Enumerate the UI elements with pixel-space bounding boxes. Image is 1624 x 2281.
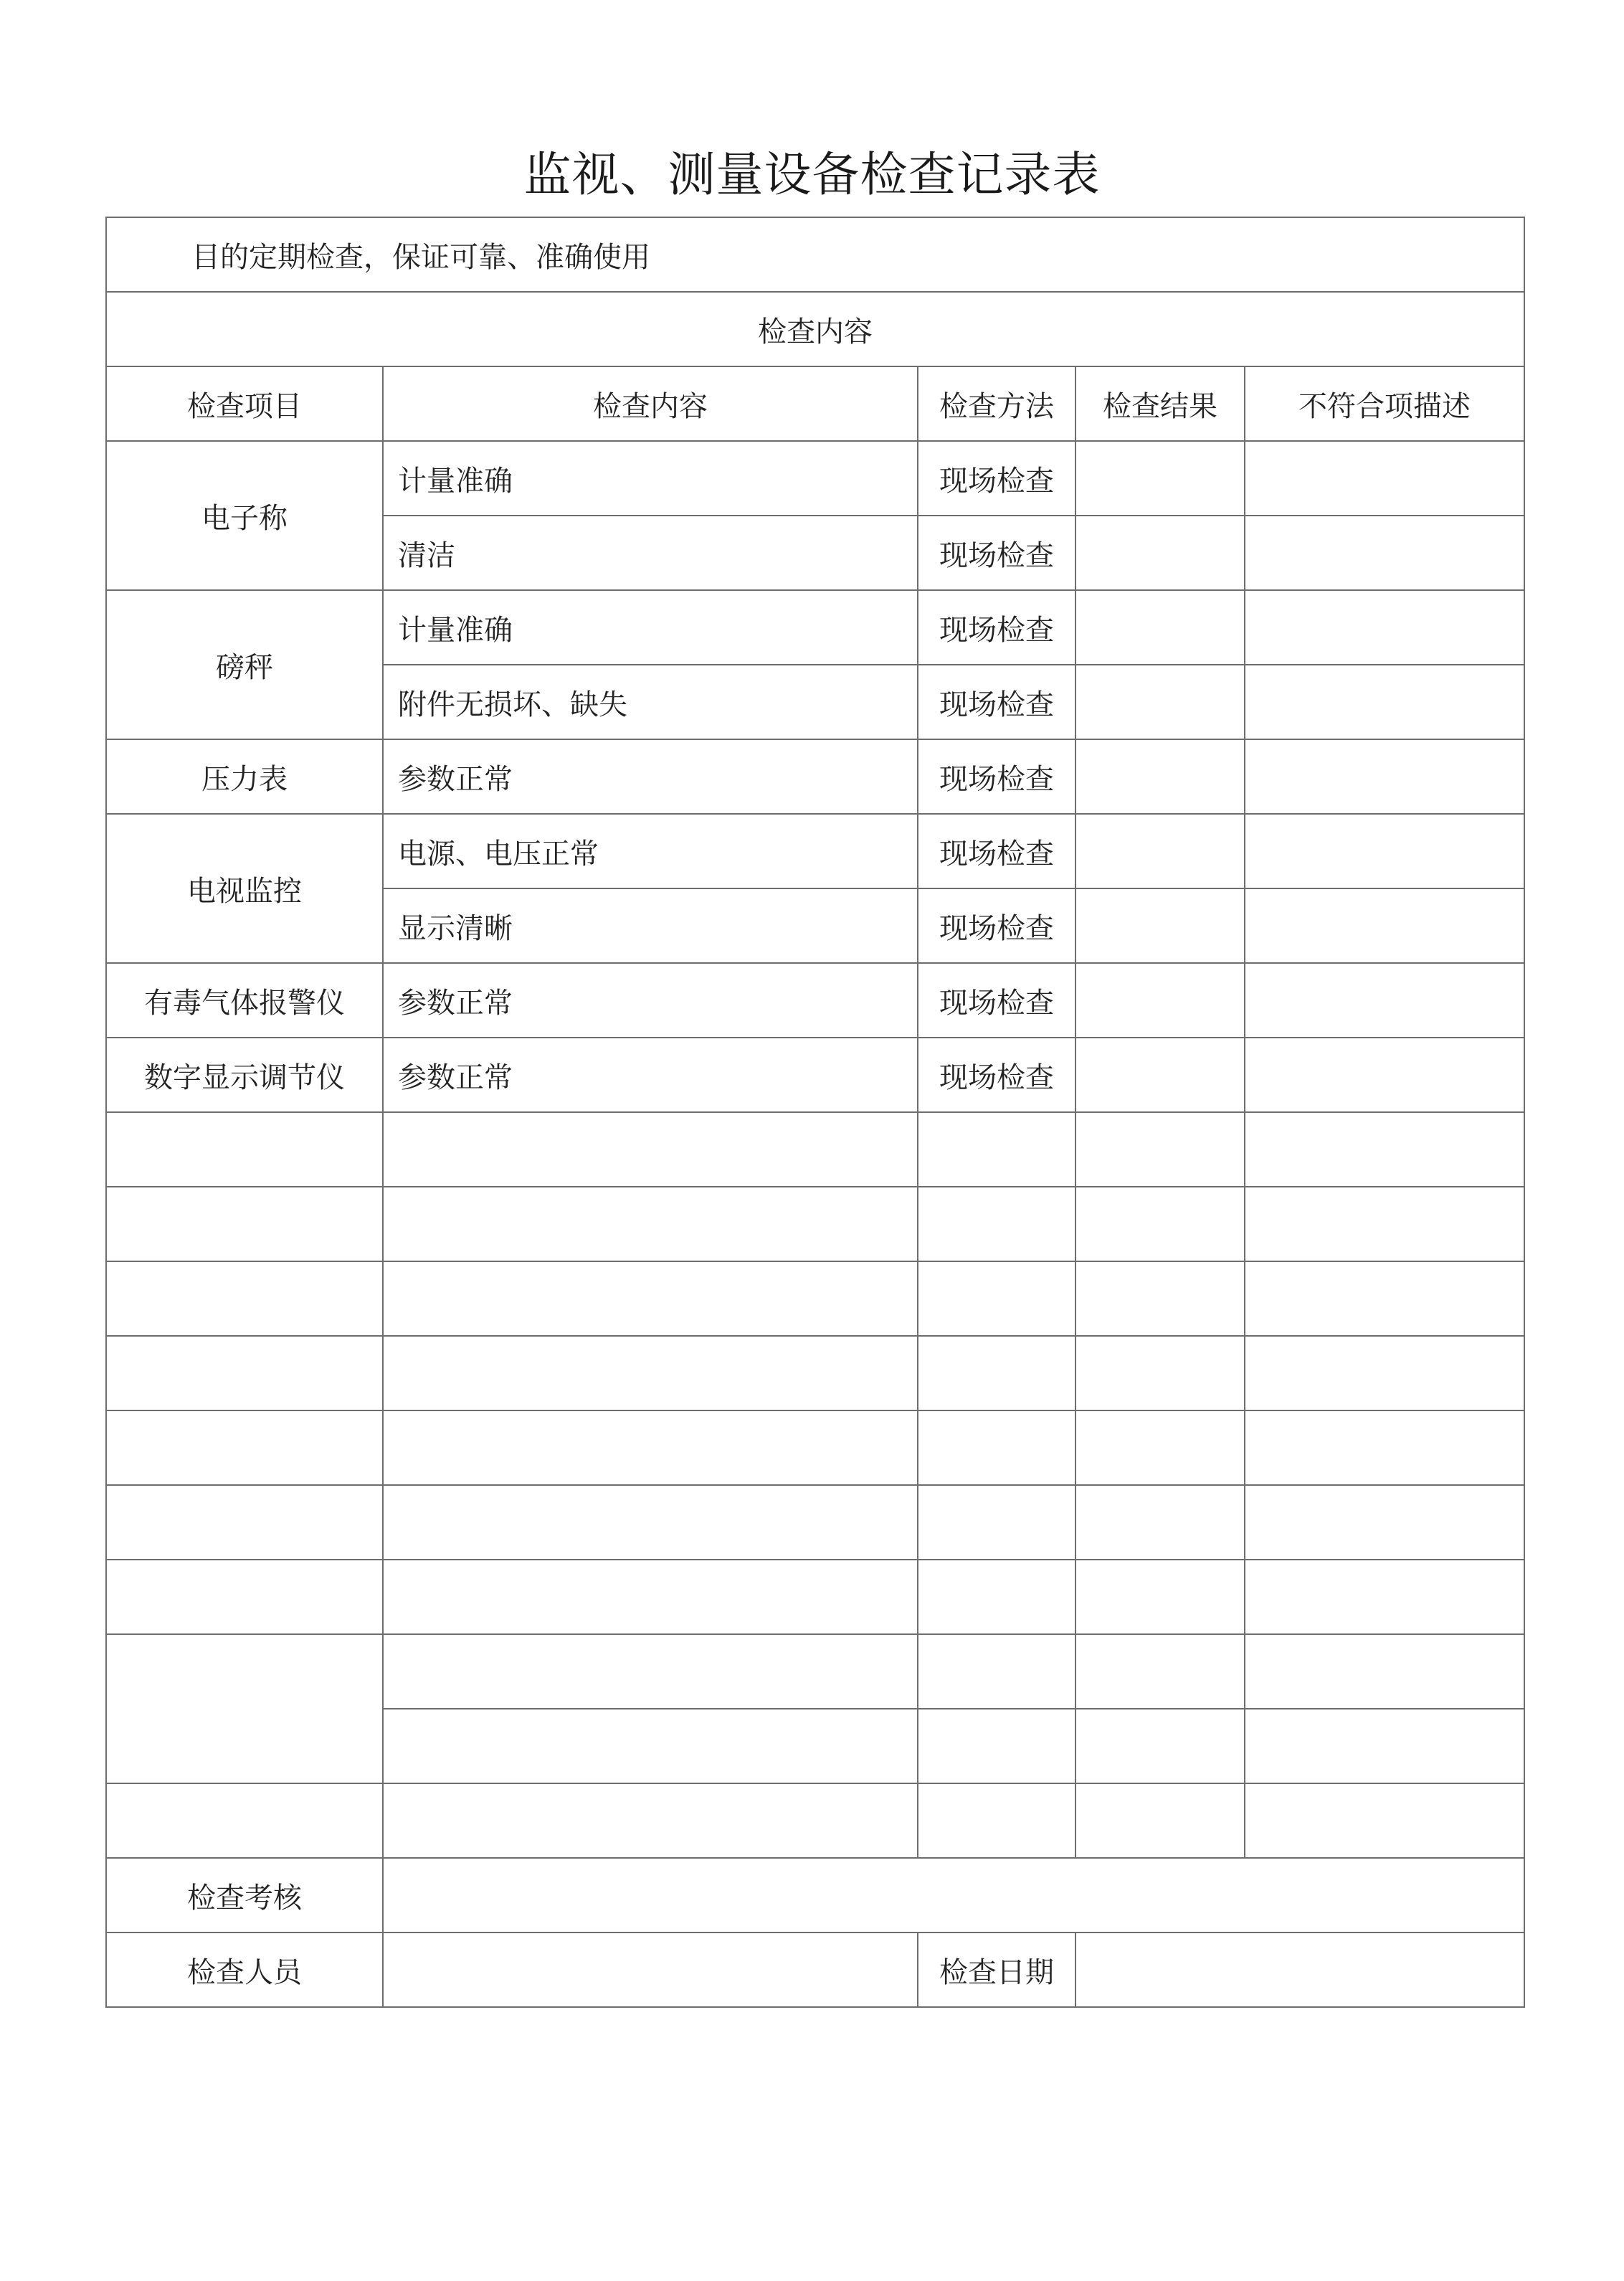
blank-nonconformity-cell[interactable] bbox=[1245, 1112, 1524, 1187]
check-result-cell[interactable] bbox=[1075, 963, 1245, 1038]
blank-content-cell[interactable] bbox=[383, 1187, 918, 1261]
blank-method-cell[interactable] bbox=[918, 1112, 1075, 1187]
blank-row bbox=[106, 1336, 1524, 1410]
blank-method-cell[interactable] bbox=[918, 1410, 1075, 1485]
blank-row bbox=[106, 1560, 1524, 1634]
purpose-text: 目的定期检查，保证可靠、准确使用 bbox=[106, 217, 1524, 292]
blank-content-cell[interactable] bbox=[383, 1634, 918, 1709]
table-row bbox=[106, 814, 1524, 888]
date-field[interactable] bbox=[1075, 1933, 1524, 2007]
header-method: 检查方法 bbox=[918, 366, 1075, 441]
blank-content-cell[interactable] bbox=[383, 1261, 918, 1336]
check-content: 计量准确 bbox=[383, 441, 918, 516]
blank-row bbox=[106, 1112, 1524, 1187]
blank-result-cell[interactable] bbox=[1075, 1634, 1245, 1709]
nonconformity-cell[interactable] bbox=[1245, 814, 1524, 888]
check-result-cell[interactable] bbox=[1075, 888, 1245, 963]
check-content: 参数正常 bbox=[383, 963, 918, 1038]
header-nonconformity: 不符合项描述 bbox=[1245, 366, 1524, 441]
blank-content-cell[interactable] bbox=[383, 1112, 918, 1187]
blank-content-cell[interactable] bbox=[383, 1560, 918, 1634]
item-name: 有毒气体报警仪 bbox=[106, 963, 383, 1038]
blank-result-cell[interactable] bbox=[1075, 1112, 1245, 1187]
nonconformity-cell[interactable] bbox=[1245, 665, 1524, 739]
blank-nonconformity-cell[interactable] bbox=[1245, 1485, 1524, 1560]
blank-method-cell[interactable] bbox=[918, 1485, 1075, 1560]
blank-row bbox=[106, 1485, 1524, 1560]
blank-content-cell[interactable] bbox=[383, 1410, 918, 1485]
header-result: 检查结果 bbox=[1075, 366, 1245, 441]
blank-method-cell[interactable] bbox=[918, 1709, 1075, 1783]
blank-result-cell[interactable] bbox=[1075, 1410, 1245, 1485]
blank-item-cell[interactable] bbox=[106, 1410, 383, 1485]
check-method: 现场检查 bbox=[918, 441, 1075, 516]
review-label: 检查考核 bbox=[106, 1858, 383, 1933]
check-content: 电源、电压正常 bbox=[383, 814, 918, 888]
table-row bbox=[106, 963, 1524, 1038]
table-row bbox=[106, 739, 1524, 814]
inspector-field[interactable] bbox=[383, 1933, 918, 2007]
blank-content-cell[interactable] bbox=[383, 1709, 918, 1783]
blank-row bbox=[106, 1410, 1524, 1485]
nonconformity-cell[interactable] bbox=[1245, 1038, 1524, 1112]
check-method: 现场检查 bbox=[918, 1038, 1075, 1112]
blank-method-cell[interactable] bbox=[918, 1560, 1075, 1634]
header-content: 检查内容 bbox=[383, 366, 918, 441]
blank-nonconformity-cell[interactable] bbox=[1245, 1410, 1524, 1485]
column-header-row bbox=[106, 366, 1524, 441]
blank-row bbox=[106, 1783, 1524, 1858]
check-result-cell[interactable] bbox=[1075, 739, 1245, 814]
blank-content-cell[interactable] bbox=[383, 1485, 918, 1560]
blank-method-cell[interactable] bbox=[918, 1261, 1075, 1336]
review-field[interactable] bbox=[383, 1858, 1524, 1933]
check-content: 参数正常 bbox=[383, 1038, 918, 1112]
nonconformity-cell[interactable] bbox=[1245, 739, 1524, 814]
blank-item-cell[interactable] bbox=[106, 1634, 383, 1783]
blank-result-cell[interactable] bbox=[1075, 1187, 1245, 1261]
check-result-cell[interactable] bbox=[1075, 516, 1245, 590]
item-name: 电子称 bbox=[106, 441, 383, 590]
blank-method-cell[interactable] bbox=[918, 1634, 1075, 1709]
blank-item-cell[interactable] bbox=[106, 1783, 383, 1858]
blank-result-cell[interactable] bbox=[1075, 1560, 1245, 1634]
blank-result-cell[interactable] bbox=[1075, 1709, 1245, 1783]
blank-nonconformity-cell[interactable] bbox=[1245, 1187, 1524, 1261]
header-item: 检查项目 bbox=[106, 366, 383, 441]
check-content: 显示清晰 bbox=[383, 888, 918, 963]
blank-nonconformity-cell[interactable] bbox=[1245, 1634, 1524, 1709]
blank-method-cell[interactable] bbox=[918, 1336, 1075, 1410]
check-result-cell[interactable] bbox=[1075, 1038, 1245, 1112]
blank-row bbox=[106, 1634, 1524, 1709]
check-content: 附件无损坏、缺失 bbox=[383, 665, 918, 739]
blank-nonconformity-cell[interactable] bbox=[1245, 1336, 1524, 1410]
table-row bbox=[106, 1038, 1524, 1112]
nonconformity-cell[interactable] bbox=[1245, 963, 1524, 1038]
blank-method-cell[interactable] bbox=[918, 1783, 1075, 1858]
check-result-cell[interactable] bbox=[1075, 590, 1245, 665]
section-header: 检查内容 bbox=[106, 292, 1524, 366]
sign-row bbox=[106, 1933, 1524, 2007]
item-name: 电视监控 bbox=[106, 814, 383, 963]
check-method: 现场检查 bbox=[918, 516, 1075, 590]
blank-result-cell[interactable] bbox=[1075, 1485, 1245, 1560]
page-title: 监视、测量设备检查记录表 bbox=[523, 147, 1101, 202]
blank-method-cell[interactable] bbox=[918, 1187, 1075, 1261]
blank-item-cell[interactable] bbox=[106, 1560, 383, 1634]
blank-nonconformity-cell[interactable] bbox=[1245, 1783, 1524, 1858]
nonconformity-cell[interactable] bbox=[1245, 888, 1524, 963]
blank-item-cell[interactable] bbox=[106, 1485, 383, 1560]
blank-result-cell[interactable] bbox=[1075, 1261, 1245, 1336]
date-label: 检查日期 bbox=[918, 1933, 1075, 2007]
inspector-label: 检查人员 bbox=[106, 1933, 383, 2007]
item-name: 数字显示调节仪 bbox=[106, 1038, 383, 1112]
blank-result-cell[interactable] bbox=[1075, 1783, 1245, 1858]
blank-result-cell[interactable] bbox=[1075, 1336, 1245, 1410]
check-content: 计量准确 bbox=[383, 590, 918, 665]
review-row bbox=[106, 1858, 1524, 1933]
check-result-cell[interactable] bbox=[1075, 814, 1245, 888]
check-method: 现场检查 bbox=[918, 665, 1075, 739]
blank-nonconformity-cell[interactable] bbox=[1245, 1560, 1524, 1634]
blank-item-cell[interactable] bbox=[106, 1261, 383, 1336]
blank-item-cell[interactable] bbox=[106, 1187, 383, 1261]
inspection-record-table bbox=[105, 217, 1525, 2008]
item-name: 磅秤 bbox=[106, 590, 383, 739]
blank-nonconformity-cell[interactable] bbox=[1245, 1709, 1524, 1783]
check-method: 现场检查 bbox=[918, 739, 1075, 814]
check-result-cell[interactable] bbox=[1075, 665, 1245, 739]
item-name: 压力表 bbox=[106, 739, 383, 814]
table-row bbox=[106, 590, 1524, 665]
nonconformity-cell[interactable] bbox=[1245, 590, 1524, 665]
check-result-cell[interactable] bbox=[1075, 441, 1245, 516]
check-method: 现场检查 bbox=[918, 590, 1075, 665]
blank-content-cell[interactable] bbox=[383, 1336, 918, 1410]
check-method: 现场检查 bbox=[918, 888, 1075, 963]
purpose-row bbox=[106, 217, 1524, 292]
table-row bbox=[106, 441, 1524, 516]
blank-content-cell[interactable] bbox=[383, 1783, 918, 1858]
blank-nonconformity-cell[interactable] bbox=[1245, 1261, 1524, 1336]
blank-item-cell[interactable] bbox=[106, 1336, 383, 1410]
blank-item-cell[interactable] bbox=[106, 1112, 383, 1187]
check-content: 清洁 bbox=[383, 516, 918, 590]
section-header-row bbox=[106, 292, 1524, 366]
blank-row bbox=[106, 1187, 1524, 1261]
check-method: 现场检查 bbox=[918, 814, 1075, 888]
check-method: 现场检查 bbox=[918, 963, 1075, 1038]
check-content: 参数正常 bbox=[383, 739, 918, 814]
nonconformity-cell[interactable] bbox=[1245, 516, 1524, 590]
nonconformity-cell[interactable] bbox=[1245, 441, 1524, 516]
blank-row bbox=[106, 1261, 1524, 1336]
